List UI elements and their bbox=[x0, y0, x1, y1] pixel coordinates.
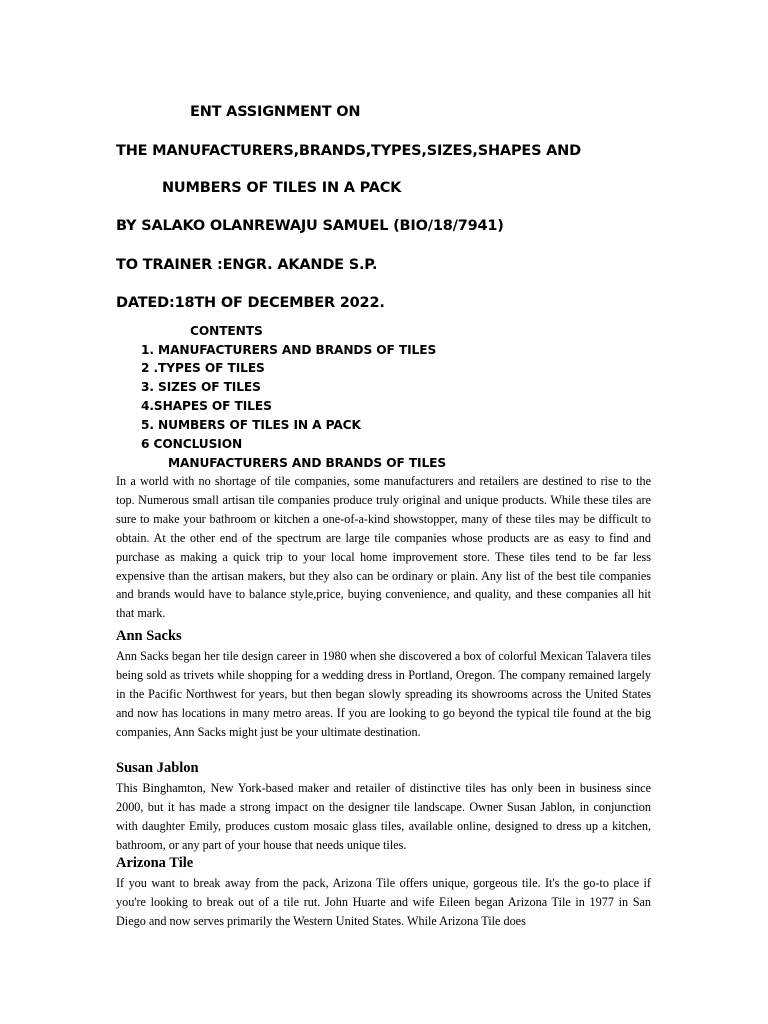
brand-block-ann-sacks bbox=[116, 627, 651, 742]
contents-item: 4.SHAPES OF TILES bbox=[141, 399, 272, 413]
assignment-title: ENT ASSIGNMENT ON bbox=[190, 104, 361, 120]
contents-item: 5. NUMBERS OF TILES IN A PACK bbox=[141, 418, 361, 432]
brand-description: This Binghamton, New York-based maker and retailer of distinctive tiles has only been in business since 2000, but it has made a strong impact on the designer tile landscape. Owner Susan Jablon, in conjunction with daughter Emily, produces custom mosaic glass tiles, available online, designed to dress up a kitchen, bathroom, or any part of your house that needs unique tiles. bbox=[116, 781, 651, 852]
brand-description: Ann Sacks began her tile design career in 1980 when she discovered a box of colorful Mexican Talavera tiles being sold as trivets while shopping for a wedding dress in Portland, Oregon. The company remained largely in the Pacific Northwest for years, but then began slowly spreading its showrooms across the United States and now has locations in many metro areas. If you are looking to go beyond the typical tile found at the big companies, Ann Sacks might just be your ultimate destination. bbox=[116, 649, 651, 739]
assignment-subject-line-1: THE MANUFACTURERS,BRANDS,TYPES,SIZES,SHAPES AND bbox=[116, 143, 581, 159]
contents-item: 2 .TYPES OF TILES bbox=[141, 361, 265, 375]
brand-description: If you want to break away from the pack, Arizona Tile offers unique, gorgeous tile. It's the go-to place if you're looking to break out of a tile rut. John Huarte and wife Eileen began Arizona Tile in 1977 in San Diego and now serves primarily the Western United States. While Arizona Tile does bbox=[116, 876, 651, 928]
date-line: DATED:18TH OF DECEMBER 2022. bbox=[116, 295, 385, 311]
assignment-subject-line-2: NUMBERS OF TILES IN A PACK bbox=[162, 180, 402, 196]
intro-paragraph: In a world with no shortage of tile companies, some manufacturers and retailers are destined to rise to the top. Numerous small artisan tile companies produce truly original and unique products. While these tiles are sure to make your bathroom or kitchen a one-of-a-kind showstopper, many of these tiles may be difficult to obtain. At the other end of the spectrum are large tile companies whose products are as easy to find and purchase as making a quick trip to your local home improvement store. These tiles tend to be far less expensive than the artisan makers, but they also can be ordinary or plain. Any list of the best tile companies and brands would have to balance style,price, buying convenience, and quality, and these companies all hit that mark. bbox=[116, 474, 651, 621]
contents-item: 3. SIZES OF TILES bbox=[141, 380, 261, 394]
contents-item: 1. MANUFACTURERS AND BRANDS OF TILES bbox=[141, 343, 437, 357]
contents-heading: CONTENTS bbox=[190, 324, 263, 338]
brand-name: Ann Sacks bbox=[116, 628, 182, 644]
brand-block-arizona-tile bbox=[116, 854, 651, 931]
trainer-line: TO TRAINER :ENGR. AKANDE S.P. bbox=[116, 257, 378, 273]
section-heading: MANUFACTURERS AND BRANDS OF TILES bbox=[168, 456, 447, 470]
section-intro bbox=[116, 472, 651, 623]
author-line: BY SALAKO OLANREWAJU SAMUEL (BIO/18/7941) bbox=[116, 218, 504, 234]
brand-name: Arizona Tile bbox=[116, 855, 194, 871]
brand-name: Susan Jablon bbox=[116, 760, 199, 776]
contents-item: 6 CONCLUSION bbox=[141, 437, 243, 451]
brand-block-susan-jablon bbox=[116, 759, 651, 855]
